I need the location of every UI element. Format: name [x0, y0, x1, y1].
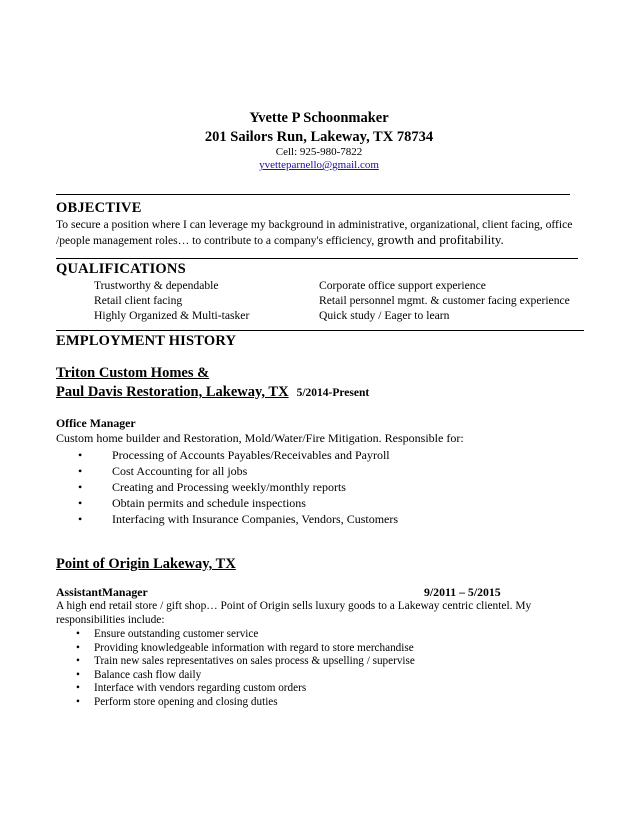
bullet-icon: • — [76, 668, 80, 681]
applicant-phone: Cell: 925-980-7822 — [275, 146, 363, 158]
job2-summary: A high end retail store / gift shop… Point of Origin sells luxury goods to a Lakeway centric clientel. My responsibilities include: — [56, 600, 532, 626]
qualification-item: Highly Organized & Multi-tasker — [94, 309, 250, 322]
applicant-email-link[interactable]: yvetteparnello@gmail.com — [259, 159, 379, 171]
list-item: • Creating and Processing weekly/monthly reports — [78, 480, 346, 494]
objective-text-main: To secure a position where I can leverage my background in administrative, organizational, client facing, office /people management roles… to contribute to a company's efficiency, — [56, 218, 573, 247]
list-item: • Perform store opening and closing duties — [76, 695, 278, 708]
qualification-item: Quick study / Eager to learn — [319, 309, 450, 322]
bullet-icon: • — [78, 496, 83, 510]
qualification-item: Trustworthy & dependable — [94, 279, 219, 292]
list-item: • Providing knowledgeable information with regard to store merchandise — [76, 641, 414, 654]
qualifications-heading: QUALIFICATIONS — [56, 261, 186, 277]
qualification-item: Retail client facing — [94, 294, 183, 307]
qualification-item: Retail personnel mgmt. & customer facing experience — [319, 294, 570, 307]
bullet-icon: • — [76, 655, 80, 668]
list-item: • Interfacing with Insurance Companies, Vendors, Customers — [78, 512, 399, 526]
objective-text-emphasis: growth and profitability. — [377, 232, 504, 247]
bullet-icon: • — [78, 464, 83, 478]
list-item: • Train new sales representatives on sales process & upselling / supervise — [76, 655, 415, 668]
job2-dates: 9/2011 – 5/2015 — [424, 585, 501, 599]
list-item: • Cost Accounting for all jobs — [78, 464, 248, 478]
applicant-address: 201 Sailors Run, Lakeway, TX 78734 — [204, 129, 434, 145]
list-item: • Balance cash flow daily — [76, 668, 202, 681]
bullet-icon: • — [78, 512, 83, 526]
qualification-item: Corporate office support experience — [319, 279, 486, 292]
qualifications-divider — [56, 330, 584, 331]
objective-text — [56, 217, 586, 248]
bullet-icon: • — [76, 641, 80, 654]
job2-duties-list — [76, 628, 415, 710]
bullet-icon: • — [76, 628, 80, 640]
list-item: • Obtain permits and schedule inspections — [78, 496, 306, 510]
list-item: • Processing of Accounts Payables/Receivables and Payroll — [78, 448, 390, 462]
header-divider — [56, 194, 570, 195]
bullet-icon: • — [76, 695, 80, 708]
bullet-icon: • — [78, 480, 83, 494]
objective-divider — [56, 258, 578, 259]
job2-company: Point of Origin Lakeway, TX — [56, 556, 236, 572]
bullet-icon: • — [76, 682, 80, 695]
qualifications-left-column — [94, 278, 249, 323]
applicant-name: Yvette P Schoonmaker — [249, 110, 389, 126]
job1-company-line2: Paul Davis Restoration, Lakeway, TX — [56, 384, 289, 400]
bullet-icon: • — [78, 448, 83, 462]
job1-duties-list — [78, 447, 398, 527]
job1-summary: Custom home builder and Restoration, Mold/Water/Fire Mitigation. Responsible for: — [56, 431, 464, 445]
job1-company-line1: Triton Custom Homes & — [56, 365, 210, 381]
qualifications-right-column — [319, 278, 570, 323]
employment-heading: EMPLOYMENT HISTORY — [56, 333, 237, 349]
job1-role: Office Manager — [56, 416, 136, 430]
objective-heading: OBJECTIVE — [56, 200, 142, 216]
list-item: • Ensure outstanding customer service — [76, 628, 259, 640]
job2-role: AssistantManager — [56, 585, 148, 599]
job1-dates: 5/2014-Present — [296, 387, 370, 399]
job1-company-row — [56, 383, 369, 401]
list-item: • Interface with vendors regarding custom orders — [76, 682, 307, 695]
